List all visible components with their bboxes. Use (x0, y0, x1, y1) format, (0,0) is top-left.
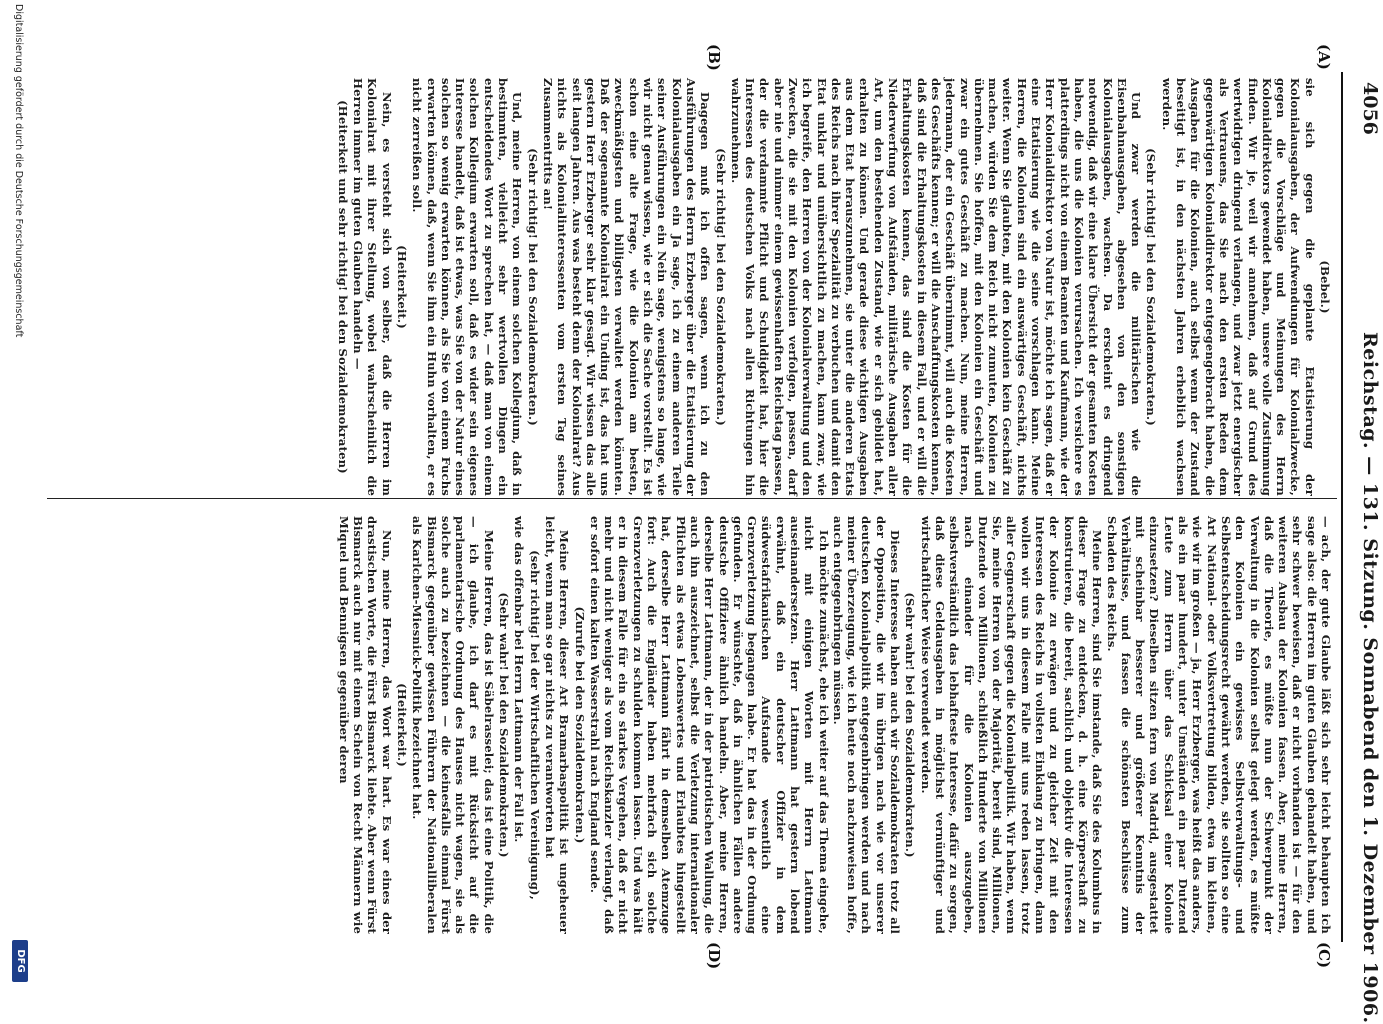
interjection: (Zurufe bei den Sozialdemokraten.) (572, 606, 587, 844)
paragraph: — ach, der gute Glaube läßt sich sehr leicht behaupten ich sage also: die Herren im guten Glauben gehandelt haben, und sehr schwer beweisen, daß er nicht vorhanden ist — für den weiteren Ausbau der Kolonien fassen. Aber, meine Herren, daß die Theorie, es müßte nun der Schwerpunkt der Verwaltung in die Kolonien selbst gelegt werden, es müßte den Kolonien ein gewisses Selbstverwaltungs- und Selbstentscheidungsrecht gewährt werden, sie sollten so eine Art National- oder Volksvertretung bilden, etwa im kleinen, wie wir im großen — ja, Herr Erzberger, was heißt das anders, als ein paar hundert, unter Umständen ein paar Dutzend Leute zum Herrn über das Schicksal einer Kolonie einzusetzen? Dieselben sitzen fern von Madrid, ausgestattet mit scheinbar besserer und größerer Kenntnis der Verhältnisse, und fassen die schönsten Beschlüsse zum Schaden des Reichs. (1104, 516, 1333, 934)
header-rule (1341, 72, 1343, 942)
column-divider (47, 498, 1337, 499)
paragraph: Dagegen muß ich offen sagen, wenn ich zu den Ausführungen des Herrn Erzberger über die Etatisierung der Kolonialausgaben ein Ja sage, ich zu einem anderen Teile seiner Ausführungen ein Nein sage, wenigstens so lange, wie wir nicht genau wissen, wie er sich die Sache vorstellt. Es ist schon eine alte Frage, wie die Kolonien am besten, zweckmäßigsten und billigsten verwaltet werden könnten. Daß der sogenannte Kolonialrat ein Unding ist, das hat uns gestern Herr Erzberger sehr klar gesagt. Wir wissen das alle seit langen Jahren. Aus was besteht denn der Kolonialrat? Aus nichts als Kolonialinteressenten vom ersten Tag seines Zusammentritts an! (540, 78, 713, 496)
paragraph: Und zwar werden die militärischen wie die Eisenbahnausgaben, abgesehen von den sonstigen Kolonialausgaben, wachsen. Da erscheint es dringend notwendig, daß wir eine klare Übersicht der gesamten Kosten haben, die uns die Kolonien verursachen. Ich versichere es platterdings nicht von einem Beamten und Kaufmann, wie der Herr Kolonialdirektor von Natur ist, möchte ich sagen, daß er eine Etatisierung wie die seine vorschlagen kann. Meine Herren, die Kolonien sind ein auswärtiges Geschäft, nichts weiter. Wenn Sie glaubten, mit den Kolonien kein Geschäft zu machen, würden Sie dem Reich nicht zumuten, Kolonien zu übernehmen. Sie hoffen, mit den Kolonien ein Geschäft und zwar ein gutes Geschäft zu machen. Nun, meine Herren, jedermann, der ein Geschäft übernimmt, will auch die Kosten des Geschäfts kennen; er will die Anschaffungskosten kennen, daß sind die Erhaltungskosten in diesem Fall, und er will die Erhaltungskosten kennen, das sind die Kosten für die Niederwerfung von Aufständen, militärische Ausgaben aller Art, um den bestehenden Zustand, wie er sich gebildet hat, erhalten zu können. Und gerade diese wichtigen Ausgaben aus dem Etat herauszunehmen, sie unter die anderen Etats des Reichs nach ihrer Spezialität zu verbuchen und damit den Etat unklar und unübersichtlich zu machen, kann zwar, wie ich begreife, den Herren von der Kolonialverwaltung und den Zwecken, die sie mit den Kolonien verfolgen, passen, darf aber nie und nimmer einem gewissenhaften Reichstag passen, der die verdammte Pflicht und Schuldigkeit hat, hier die Interessen des deutschen Volks nach allen Richtungen hin wahrzunehmen. (728, 78, 1144, 496)
right-column (337, 516, 1333, 934)
dfg-logo-text: DFG (15, 949, 26, 973)
paragraph: Dieses Interesse haben auch wir Sozialdemokraten trotz all der Opposition, die wir im übrigen nach wie vor unserer deutschen Kolonialpolitik entgegenbringen werden und nach meiner Überzeugung, wie ich heute noch nachzuweisen hoffe, auch entgegenbringen müssen. (830, 516, 903, 934)
interjection: (Heiterkeit.) (395, 683, 409, 767)
interjection: (Sehr richtig! bei den Sozialdemokraten.) (1144, 148, 1159, 426)
paragraph: Meine Herren, das ist Säbelrasselei; das ist eine Politik, die — ich glaube, ich darf es mit Rücksicht auf die parlamentarische Ordnung des Hauses nicht wagen, sie als solche auch zu bezeichnen — die keinesfalls einmal Fürst Bismarck gegenüber gewissen Führern der Nationalliberalen als Karlchen-Miesnick-Politik bezeichnet hat. (410, 516, 496, 934)
paragraph: Nein, es versteht sich von selber, daß die Herren im Kolonialrat mit ihrer Stellung, wobei wahrscheinlich die Herren immer im guten Glauben handeln — (351, 78, 394, 496)
interjection: (Sehr richtig! bei den Sozialdemokraten.) (525, 148, 540, 426)
left-column (335, 78, 1333, 496)
interjection: (sehr richtig! bei der Wirtschaftlichen Vereinigung), (527, 550, 542, 900)
margin-mark-b: (B) (705, 44, 723, 71)
margin-mark-c: (C) (1315, 942, 1333, 969)
paragraph: Ich möchte zunächst, ehe ich weiter auf das Thema eingehe, nicht mit einigen Worten mit Herrn Lattmann auseinandersetzen. Herr Lattmann hat gestern lobend erwähnt, daß ein deutscher Offizier in dem südwestafrikanischen Aufstande wesentlich eine Grenzverletzung begangen habe. Er hat das in der Ordnung gefunden. Er wünschte, daß in ähnlichen Fällen andere deutsche Offiziere ähnlich handeln. Aber, meine Herren, derselbe Herr Lattmann, der in der patriotischen Wallung, die auch ihn auszeichnet, selbst die Verletzung internationaler Pflichten als etwas Lobenswertes und Erlaubtes hingestellt hat, derselbe Herr Lattmann fährt in demselben Atemzuge fort: Auch die Engländer haben mehrfach sich solche Grenzverletzungen zu schulden kommen lassen. Und was hält er in diesem Falle für ein so starkes Vergehen, daß er nicht mehr und nicht weniger als vom Reichskanzler verlangt, daß er sofort einen kalten Wasserstrahl nach England sende. (587, 516, 831, 934)
running-head: Reichstag. — 131. Sitzung. Sonnabend den 1. Dezember 1906. (1359, 332, 1381, 1024)
paragraph: Und, meine Herren, von einem solchen Kollegium, daß in bestimmten, vielleicht sehr wertvollen Dingen ein entscheidendes Wort zu sprechen hat, — daß man von einem solchen Kollegium erwarten soll, daß es wider sein eigenes Interesse handelt, daß ist etwas, was Sie von der Natur eines solchen so wenig erwarten können, als Sie von einem Fuchs erwarten können, daß, wenn Sie ihm ein Huhn vorhalten, er es nicht zerreißen soll. (410, 78, 525, 496)
interjection: (Heiterkeit und sehr richtig! bei den Sozialdemokraten) (335, 100, 350, 474)
page-header (1347, 72, 1381, 1024)
page-footer (4, 0, 38, 1000)
margin-mark-d: (D) (705, 942, 723, 970)
paragraph: sie sich gegen die geplante Etatisierung der Kolonialausgaben, der Aufwendungen für Kolonialzwecke, gegen die Vorschläge und Meinungen des Herrn Kolonialdirektors gewendet haben, unsere volle Zustimmung finden. Wir je, weil wir annehmen, daß auf Grund des wertwidrigen dringend verlangen, und zwar jetzt energischer als Vertrauens, das Sie nach den ersten Reden dem gegenwärtigen Kolonialdirektor entgegengebracht haben, die Ausgaben für die Kolonien, auch selbst wenn der Zustand beseitigt ist, in den nächsten Jahren erheblich wachsen werden. (1159, 78, 1317, 496)
paragraph: wie das offenbar bei Herrn Lattmann der Fall ist. (512, 516, 527, 843)
interjection: (Sehr wahr! bei den Sozialdemokraten.) (497, 592, 512, 858)
paragraph: Meine Herren, dieser Art Bramarbaspolitik ist ungeheuer leicht, wenn man so gar nichts zu verantworten hat (542, 516, 572, 934)
page-number: 4056 (1359, 82, 1381, 135)
paragraph: Meine Herren, sind Sie imstande, daß Sie des Kolumbus in dieser Frage zu entdecken, d. h. eine Körperschaft zu konstruieren, die bereit, sachlich und objektiv die Interessen der Kolonie zu erwägen und zu gleicher Zeit mit den Interessen des Reichs in vollsten Einklang zu bringen, dann wollen wir uns in diesem Falle mit uns reden lassen, trotz aller Gegnerschaft gegen die Kolonialpolitik. Wir haben, wenn Sie, meine Herren von der Majorität, bereit sind, Millionen, Dutzende von Millionen, schließlich Hunderte von Millionen nach einander für die Kolonien auszugeben, selbstverständlich das lebhafteste Interesse, dafür zu sorgen, daß diese Geldausgaben in möglichst vernünftiger und wirtschaftlicher Weise verwendet werden. (918, 516, 1105, 934)
interjection: (Sehr wahr! bei den Sozialdemokraten.) (903, 592, 918, 858)
paragraph: Nun, meine Herren, das Wort war hart. Es war eines der drastischen Worte, die Fürst Bismarck liebte. Aber wenn Fürst Bismarck auch nur mit einem Schein von Recht Männern wie Miquel und Bennigsen gegenüber deren (336, 516, 394, 934)
dfg-logo (12, 940, 28, 982)
interjection: (Heiterkeit.) (395, 245, 409, 329)
interjection: (Sehr richtig! bei den Sozialdemokraten.) (713, 148, 728, 426)
speaker-name: (Bebel.) (1318, 260, 1332, 314)
funding-note: Digitalisierung gefördert durch die Deutsche Forschungsgemeinschaft (13, 4, 24, 338)
margin-mark-a: (A) (1315, 44, 1333, 70)
